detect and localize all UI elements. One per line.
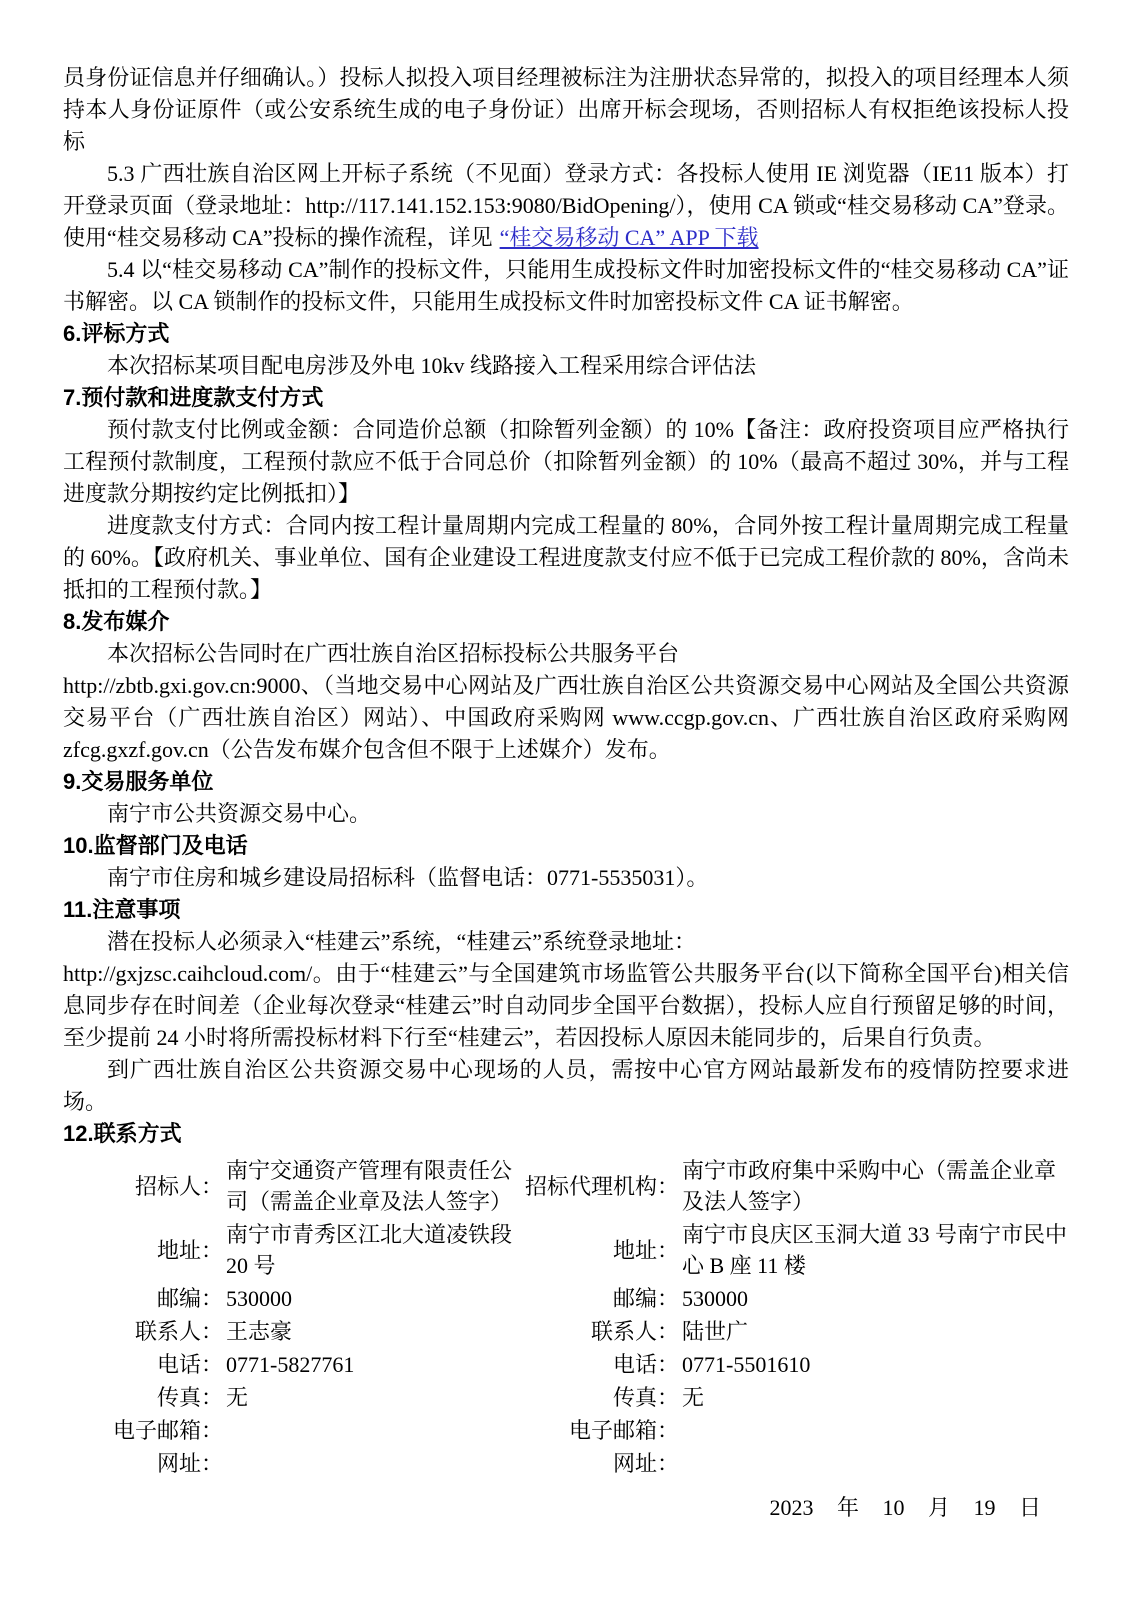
- agency-label: 招标代理机构：: [524, 1173, 679, 1199]
- notes-rest: http://gxjzsc.caihcloud.com/。由于“桂建云”与全国建筑市场监管公共服务平台(以下简称全国平台)相关信息同步存在时间差（企业每次登录“桂建云”时自动同步全国平台数据），投标人应自行预留足够的时间，至少提前 24 小时将所需投标材料下行至“桂建云”，若因投标人原因未能同步的，后果自行负责。: [63, 961, 1069, 1050]
- contact-row-phone: [63, 1348, 1069, 1381]
- paragraph-evaluation-method: 本次招标某项目配电房涉及外电 10kv 线路接入工程采用综合评估法: [107, 353, 757, 378]
- paragraph-5-3-text: 5.3 广西壮族自治区网上开标子系统（不见面）登录方式：各投标人使用 IE 浏览器（IE11 版本）打开登录页面（登录地址：http://117.141.152.153:9080/BidOpening/），使用 CA 锁或“桂交易移动 CA”登录。使用“桂交易移动 CA”投标的操作流程，详见: [63, 161, 1069, 250]
- tenderer-person-label: 联系人：: [134, 1319, 223, 1344]
- contact-row-postcode: [63, 1282, 1069, 1315]
- paragraph-prepayment: 预付款支付比例或金额：合同造价总额（扣除暂列金额）的 10%【备注：政府投资项目应严格执行工程预付款制度，工程预付款应不低于合同总价（扣除暂列金额）的 10%（最高不超过 30%，并与工程进度款分期按约定比例抵扣）】: [63, 417, 1069, 506]
- paragraph-5-4: 5.4 以“桂交易移动 CA”制作的投标文件，只能用生成投标文件时加密投标文件的“桂交易移动 CA”证书解密。以 CA 锁制作的投标文件，只能用生成投标文件时加密投标文件 CA 证书解密。: [63, 257, 1069, 314]
- heading-payment-method: 7.预付款和进度款支付方式: [63, 385, 324, 410]
- tenderer-postcode-label: 邮编：: [156, 1286, 223, 1311]
- contact-row-email: [63, 1414, 1069, 1447]
- agency-postcode-value: 530000: [682, 1286, 748, 1311]
- paragraph-notes: [63, 926, 1069, 1054]
- agency-website-label: 网址：: [612, 1451, 679, 1476]
- paragraph-epidemic-notice: 到广西壮族自治区公共资源交易中心现场的人员，需按中心官方网站最新发布的疫情防控要求进场。: [63, 1057, 1069, 1114]
- paragraph-publish-media: [63, 638, 1069, 766]
- paragraph-progress-payment: 进度款支付方式：合同内按工程计量周期内完成工程量的 80%，合同外按工程计量周期完成工程量的 60%。【政府机关、事业单位、国有企业建设工程进度款支付应不低于已完成工程价款的 80%，含尚未抵扣的工程预付款。】: [63, 513, 1069, 602]
- paragraph-trade-service-unit: 南宁市公共资源交易中心。: [107, 801, 372, 826]
- publish-media-rest: http://zbtb.gxi.gov.cn:9000、（当地交易中心网站及广西壮族自治区公共资源交易中心网站及全国公共资源交易平台（广西壮族自治区）网站）、中国政府采购网 www.ccgp.gov.cn、广西壮族自治区政府采购网 zfcg.gxzf.gov.cn（公告发布媒介包含但不限于上述媒介）发布。: [63, 673, 1069, 762]
- agency-email-value: [679, 1414, 1069, 1447]
- notes-line1: 潜在投标人必须录入“桂建云”系统，“桂建云”系统登录地址：: [107, 929, 697, 954]
- contact-row-website: [63, 1447, 1069, 1480]
- heading-contact-info: 12.联系方式: [63, 1121, 182, 1146]
- agency-person-label: 联系人：: [590, 1319, 679, 1344]
- tenderer-postcode-value: 530000: [226, 1286, 292, 1311]
- heading-supervision-dept: 10.监督部门及电话: [63, 833, 248, 858]
- tenderer-value: 南宁交通资产管理有限责任公司（需盖企业章及法人签字）: [226, 1158, 513, 1214]
- tenderer-phone-label: 电话：: [156, 1352, 223, 1377]
- paragraph-5-3: [63, 158, 1069, 254]
- tenderer-address-label: 地址：: [156, 1237, 223, 1263]
- agency-address-value: 南宁市良庆区玉洞大道 33 号南宁市民中心 B 座 11 楼: [682, 1222, 1068, 1278]
- heading-evaluation-method: 6.评标方式: [63, 321, 170, 346]
- tenderer-phone-value: 0771-5827761: [226, 1352, 355, 1377]
- contact-row-person: [63, 1315, 1069, 1348]
- tenderer-address-value: 南宁市青秀区江北大道凌铁段 20 号: [226, 1222, 513, 1278]
- contact-table: [63, 1154, 1069, 1480]
- heading-publish-media: 8.发布媒介: [63, 609, 170, 634]
- tenderer-email-value: [223, 1414, 519, 1447]
- tenderer-label: 招标人：: [134, 1173, 223, 1199]
- heading-notes: 11.注意事项: [63, 897, 181, 922]
- contact-row-address: [63, 1218, 1069, 1282]
- publish-media-line1: 本次招标公告同时在广西壮族自治区招标投标公共服务平台: [107, 641, 680, 666]
- tenderer-email-label: 电子邮箱：: [112, 1418, 223, 1443]
- tenderer-website-value: [223, 1447, 519, 1480]
- tenderer-fax-label: 传真：: [156, 1385, 223, 1410]
- tenderer-fax-value: 无: [226, 1385, 249, 1410]
- agency-fax-label: 传真：: [612, 1385, 679, 1410]
- heading-trade-service-unit: 9.交易服务单位: [63, 769, 214, 794]
- paragraph-supervision-dept: 南宁市住房和城乡建设局招标科（监督电话：0771-5535031）。: [107, 865, 709, 890]
- agency-value: 南宁市政府集中采购中心（需盖企业章及法人签字）: [682, 1158, 1057, 1214]
- tenderer-person-value: 王志豪: [226, 1319, 293, 1344]
- agency-phone-label: 电话：: [612, 1352, 679, 1377]
- paragraph-continuation: 员身份证信息并仔细确认。）投标人拟投入项目经理被标注为注册状态异常的，拟投入的项目经理本人须持本人身份证原件（或公安系统生成的电子身份证）出席开标会现场，否则招标人有权拒绝该投标人投标: [63, 65, 1069, 154]
- agency-phone-value: 0771-5501610: [682, 1352, 811, 1377]
- app-download-link[interactable]: “桂交易移动 CA” APP 下载: [499, 225, 759, 250]
- tenderer-website-label: 网址：: [156, 1451, 223, 1476]
- agency-address-label: 地址：: [612, 1237, 679, 1263]
- document-date: 2023 年 10 月 19 日: [769, 1495, 1041, 1520]
- contact-row-tenderer: [63, 1154, 1069, 1218]
- contact-row-fax: [63, 1381, 1069, 1414]
- agency-person-value: 陆世广: [682, 1319, 749, 1344]
- agency-postcode-label: 邮编：: [612, 1286, 679, 1311]
- agency-email-label: 电子邮箱：: [568, 1418, 679, 1443]
- agency-website-value: [679, 1447, 1069, 1480]
- agency-fax-value: 无: [682, 1385, 705, 1410]
